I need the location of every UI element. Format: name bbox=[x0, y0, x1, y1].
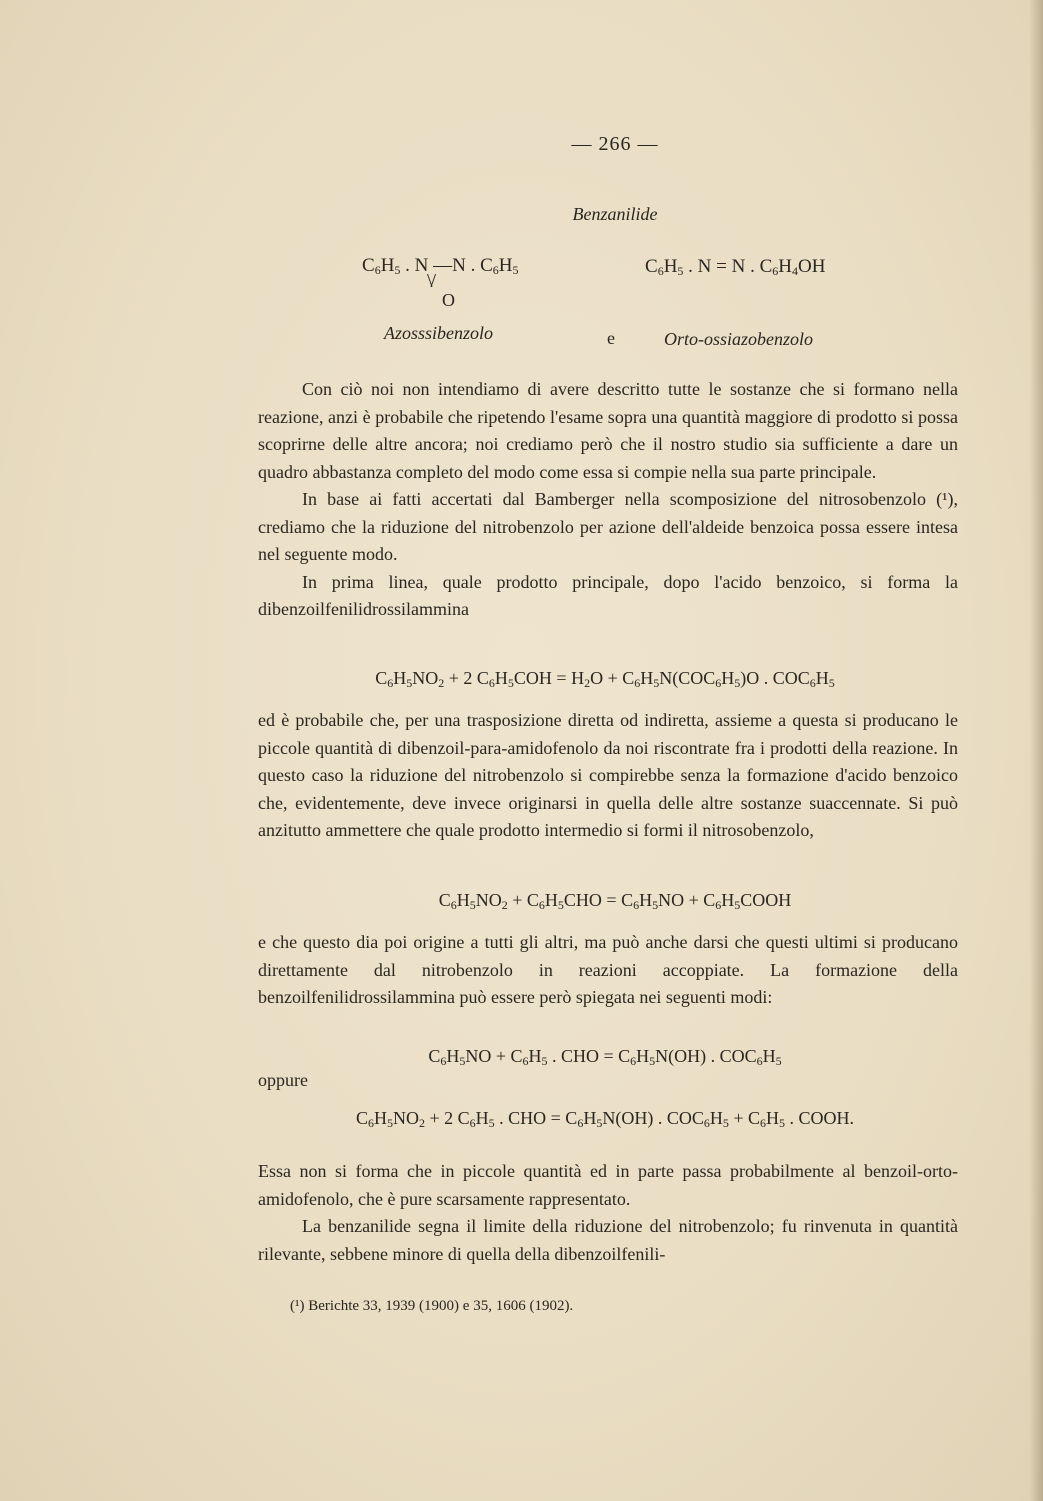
benzanilide-label: Benzanilide bbox=[572, 204, 658, 224]
footnote: (¹) Berichte 33, 1939 (1900) e 35, 1606 (1902). bbox=[290, 1298, 574, 1314]
azoxy-oxygen: O bbox=[442, 290, 455, 310]
page-spine-shadow bbox=[1029, 0, 1043, 1501]
equation-4: $C_6H_5NO_2 + 2$ $C_6H_5$ . CHO = $C_6H_5N(OH)$ . $COC_6H_5 + C_6H_5$ . COOH. bbox=[355, 1108, 855, 1130]
paragraph-2: In base ai fatti accertati dal Bamberger nella scomposizione del nitrosobenzolo (¹), crediamo che la riduzione del nitrobenzolo per azione dell'aldeide benzoica possa essere intesa nel seguente modo. bbox=[258, 489, 958, 564]
oppure-label: oppure bbox=[258, 1070, 308, 1090]
equation-2: $C_6H_5NO_2 + C_6H_5CHO = C_6H_5NO$ + $C_6H_5COOH$ bbox=[438, 890, 792, 912]
text-block-3 bbox=[258, 929, 958, 1012]
text-block-1 bbox=[258, 376, 958, 624]
connector-e: e bbox=[607, 328, 615, 348]
ortho-hydroxyazobenzene-formula: $C_6H_5$ . N = N . $C_6H_4OH$ bbox=[645, 256, 826, 278]
equation-1: $C_6H_5NO_2 + 2$ $C_6H_5COH = H_2O + C_6H_5N(COC_6H_5)O$ . $COC_6H_5$ bbox=[375, 668, 835, 690]
paragraph-4: ed è probabile che, per una trasposizione diretta od indiretta, assieme a questa si producano le piccole quantità di dibenzoil-para-amidofenolo da noi riscontrate fra i prodotti della reazione. In questo caso la riduzione del nitrobenzolo si compirebbe senza la formazione d'acido benzoico che, evidentemente, deve invece originarsi in quella delle altre sostanze suaccennate. Si può anzitutto ammettere che quale prodotto intermedio si formi il nitrosobenzolo, bbox=[258, 710, 958, 840]
azoxy-bridge: \/ bbox=[427, 270, 435, 292]
paragraph-5: e che questo dia poi origine a tutti gli altri, ma può anche darsi che questi ultimi si producano direttamente dal nitrobenzolo in reazioni accoppiate. La formazione della benzoilfenilidrossilammina può essere però spiegata nei seguenti modi: bbox=[258, 932, 958, 1007]
paragraph-7: La benzanilide segna il limite della riduzione del nitrobenzolo; fu rinvenuta in quantità rilevante, sebbene minore di quella della dibenzoilfenili- bbox=[258, 1216, 958, 1264]
paragraph-6: Essa non si forma che in piccole quantità ed in parte passa probabilmente al benzoil-orto-amidofenolo, che è pure scarsamente rappresentato. bbox=[258, 1161, 958, 1209]
azoxybenzene-name: Azosssibenzolo bbox=[384, 323, 494, 343]
paragraph-1: Con ciò noi non intendiamo di avere descritto tutte le sostanze che si formano nella reazione, anzi è probabile che ripetendo l'esame sopra una quantità maggiore di prodotto si possa scoprirne delle altre ancora; noi crediamo però che il nostro studio sia sufficiente a dare un quadro abbastanza completo del modo come essa si compie nella sua parte principale. bbox=[258, 379, 958, 482]
paragraph-3: In prima linea, quale prodotto principale, dopo l'acido benzoico, si forma la dibenzoilfenilidrossilammina bbox=[258, 571, 958, 619]
equation-3: $C_6H_5NO + C_6H_5$ . CHO = $C_6H_5N(OH)$ . $COC_6H_5$ bbox=[428, 1046, 782, 1068]
text-block-2 bbox=[258, 707, 958, 845]
page-number: — 266 — bbox=[571, 133, 659, 155]
text-block-4 bbox=[258, 1158, 958, 1268]
azoxybenzene-formula: $C_6H_5$ . N —N . $C_6H_5$ bbox=[362, 255, 519, 277]
ortho-hydroxyazobenzene-name: Orto-ossiazobenzolo bbox=[664, 329, 814, 349]
